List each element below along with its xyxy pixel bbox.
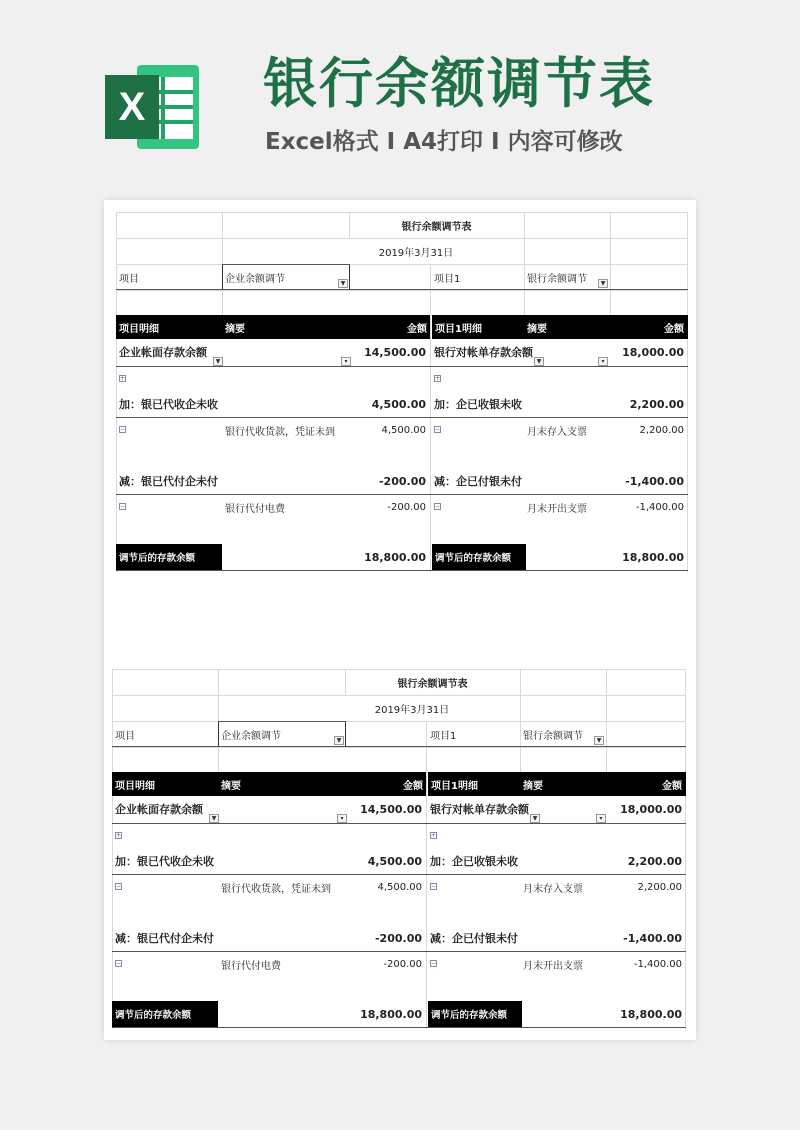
total-label: 调节后的存款余额 bbox=[432, 544, 526, 570]
subtract-detail-amount: -200.00 bbox=[383, 958, 422, 970]
add-detail-amount: 4,500.00 bbox=[381, 424, 426, 436]
excel-logo-icon bbox=[103, 57, 203, 157]
filter-field[interactable]: 企业余额调节 bbox=[221, 730, 281, 742]
add-detail-summary: 月末存入支票 bbox=[527, 426, 587, 438]
add-section-label: 加：企已收银未收 bbox=[430, 855, 518, 868]
subtract-section-amount: -200.00 bbox=[378, 474, 426, 488]
subtract-section-amount: -1,400.00 bbox=[623, 931, 682, 945]
subtract-detail-amount: -1,400.00 bbox=[633, 958, 682, 970]
collapse-icon[interactable]: − bbox=[116, 960, 122, 967]
add-section-label: 加：企已收银未收 bbox=[434, 398, 522, 411]
add-detail-summary: 银行代收货款，凭证未到 bbox=[225, 426, 335, 438]
collapse-icon[interactable]: − bbox=[435, 503, 441, 510]
opening-balance-amount: 18,000.00 bbox=[622, 345, 684, 359]
collapse-icon[interactable]: − bbox=[435, 426, 441, 433]
collapse-icon[interactable]: − bbox=[116, 883, 122, 890]
col-summary-header: 摘要 bbox=[527, 323, 547, 335]
subtract-detail-summary: 银行代付电费 bbox=[221, 960, 281, 972]
reconciliation-table bbox=[116, 212, 688, 572]
add-detail-amount: 4,500.00 bbox=[377, 881, 422, 893]
total-label: 调节后的存款余额 bbox=[112, 1001, 218, 1027]
collapse-icon[interactable]: − bbox=[431, 883, 437, 890]
subtract-section-amount: -200.00 bbox=[374, 931, 422, 945]
col-detail-header: 项目1明细 bbox=[435, 323, 482, 335]
item-label: 项目 bbox=[119, 273, 139, 285]
add-section-label: 加：银已代收企未收 bbox=[115, 855, 214, 868]
col-detail-header: 项目明细 bbox=[119, 323, 159, 335]
table-header bbox=[112, 772, 426, 796]
add-detail-amount: 2,200.00 bbox=[637, 881, 682, 893]
dropdown-icon[interactable]: ▾ bbox=[337, 814, 347, 823]
expand-icon[interactable]: + bbox=[435, 375, 441, 382]
add-detail-summary: 月末存入支票 bbox=[523, 883, 583, 895]
opening-balance-amount: 14,500.00 bbox=[360, 802, 422, 816]
opening-balance-amount: 14,500.00 bbox=[364, 345, 426, 359]
reconciliation-table bbox=[112, 669, 686, 1029]
add-section-label: 加：银已代收企未收 bbox=[119, 398, 218, 411]
opening-balance-label: 银行对帐单存款余额 bbox=[434, 346, 533, 359]
total-amount: 18,800.00 bbox=[620, 1007, 682, 1021]
opening-balance-label: 企业帐面存款余额 bbox=[119, 346, 207, 359]
opening-balance-label: 企业帐面存款余额 bbox=[115, 803, 203, 816]
subtract-detail-amount: -1,400.00 bbox=[635, 501, 684, 513]
subtract-detail-summary: 月末开出支票 bbox=[527, 503, 587, 515]
svg-text:X: X bbox=[118, 85, 146, 129]
dropdown-icon[interactable]: ▾ bbox=[598, 357, 608, 366]
page-title: 银行余额调节表 bbox=[263, 52, 655, 115]
col-summary-header: 摘要 bbox=[523, 780, 543, 792]
filter-dropdown-icon[interactable]: ▼ bbox=[213, 357, 223, 366]
add-section-amount: 4,500.00 bbox=[371, 397, 426, 411]
subtract-section-amount: -1,400.00 bbox=[625, 474, 684, 488]
total-amount: 18,800.00 bbox=[622, 550, 684, 564]
spreadsheet-page bbox=[104, 200, 696, 1040]
total-label: 调节后的存款余额 bbox=[428, 1001, 522, 1027]
table-header bbox=[432, 315, 688, 339]
filter-dropdown-icon[interactable]: ▼ bbox=[594, 736, 604, 745]
subtract-section-label: 减：银已代付企未付 bbox=[115, 932, 214, 945]
add-detail-amount: 2,200.00 bbox=[639, 424, 684, 436]
collapse-icon[interactable]: − bbox=[120, 426, 126, 433]
report-title: 银行余额调节表 bbox=[401, 221, 472, 233]
item-label: 项目 bbox=[115, 730, 135, 742]
col-summary-header: 摘要 bbox=[225, 323, 245, 335]
total-amount: 18,800.00 bbox=[360, 1007, 422, 1021]
filter-dropdown-icon[interactable]: ▼ bbox=[209, 814, 219, 823]
filter-dropdown-icon[interactable]: ▼ bbox=[334, 736, 344, 745]
report-date: 2019年3月31日 bbox=[378, 247, 454, 259]
opening-balance-label: 银行对帐单存款余额 bbox=[430, 803, 529, 816]
col-amount-header: 金额 bbox=[664, 323, 684, 335]
filter-dropdown-icon[interactable]: ▼ bbox=[534, 357, 544, 366]
col-amount-header: 金额 bbox=[662, 780, 682, 792]
collapse-icon[interactable]: − bbox=[431, 960, 437, 967]
item-label: 项目1 bbox=[430, 730, 457, 742]
dropdown-icon[interactable]: ▾ bbox=[596, 814, 606, 823]
total-label: 调节后的存款余额 bbox=[116, 544, 222, 570]
add-section-amount: 2,200.00 bbox=[629, 397, 684, 411]
filter-field[interactable]: 企业余额调节 bbox=[225, 273, 285, 285]
filter-dropdown-icon[interactable]: ▼ bbox=[598, 279, 608, 288]
opening-balance-amount: 18,000.00 bbox=[620, 802, 682, 816]
expand-icon[interactable]: + bbox=[116, 832, 122, 839]
page-subtitle: Excel格式 I A4打印 I 内容可修改 bbox=[265, 129, 623, 155]
table-header bbox=[428, 772, 686, 796]
expand-icon[interactable]: + bbox=[431, 832, 437, 839]
total-amount: 18,800.00 bbox=[364, 550, 426, 564]
expand-icon[interactable]: + bbox=[120, 375, 126, 382]
report-date: 2019年3月31日 bbox=[374, 704, 450, 716]
subtract-section-label: 减：银已代付企未付 bbox=[119, 475, 218, 488]
filter-field[interactable]: 银行余额调节 bbox=[523, 730, 583, 742]
col-detail-header: 项目明细 bbox=[115, 780, 155, 792]
table-header bbox=[116, 315, 430, 339]
subtract-detail-summary: 月末开出支票 bbox=[523, 960, 583, 972]
subtract-detail-summary: 银行代付电费 bbox=[225, 503, 285, 515]
col-amount-header: 金额 bbox=[403, 780, 423, 792]
add-section-amount: 2,200.00 bbox=[627, 854, 682, 868]
item-label: 项目1 bbox=[434, 273, 461, 285]
col-amount-header: 金额 bbox=[407, 323, 427, 335]
subtract-section-label: 减：企已付银未付 bbox=[434, 475, 522, 488]
collapse-icon[interactable]: − bbox=[120, 503, 126, 510]
subtract-section-label: 减：企已付银未付 bbox=[430, 932, 518, 945]
filter-dropdown-icon[interactable]: ▼ bbox=[530, 814, 540, 823]
filter-field[interactable]: 银行余额调节 bbox=[527, 273, 587, 285]
col-detail-header: 项目1明细 bbox=[431, 780, 478, 792]
filter-dropdown-icon[interactable]: ▼ bbox=[338, 279, 348, 288]
dropdown-icon[interactable]: ▾ bbox=[341, 357, 351, 366]
add-section-amount: 4,500.00 bbox=[367, 854, 422, 868]
col-summary-header: 摘要 bbox=[221, 780, 241, 792]
report-title: 银行余额调节表 bbox=[397, 678, 468, 690]
add-detail-summary: 银行代收货款，凭证未到 bbox=[221, 883, 331, 895]
subtract-detail-amount: -200.00 bbox=[387, 501, 426, 513]
